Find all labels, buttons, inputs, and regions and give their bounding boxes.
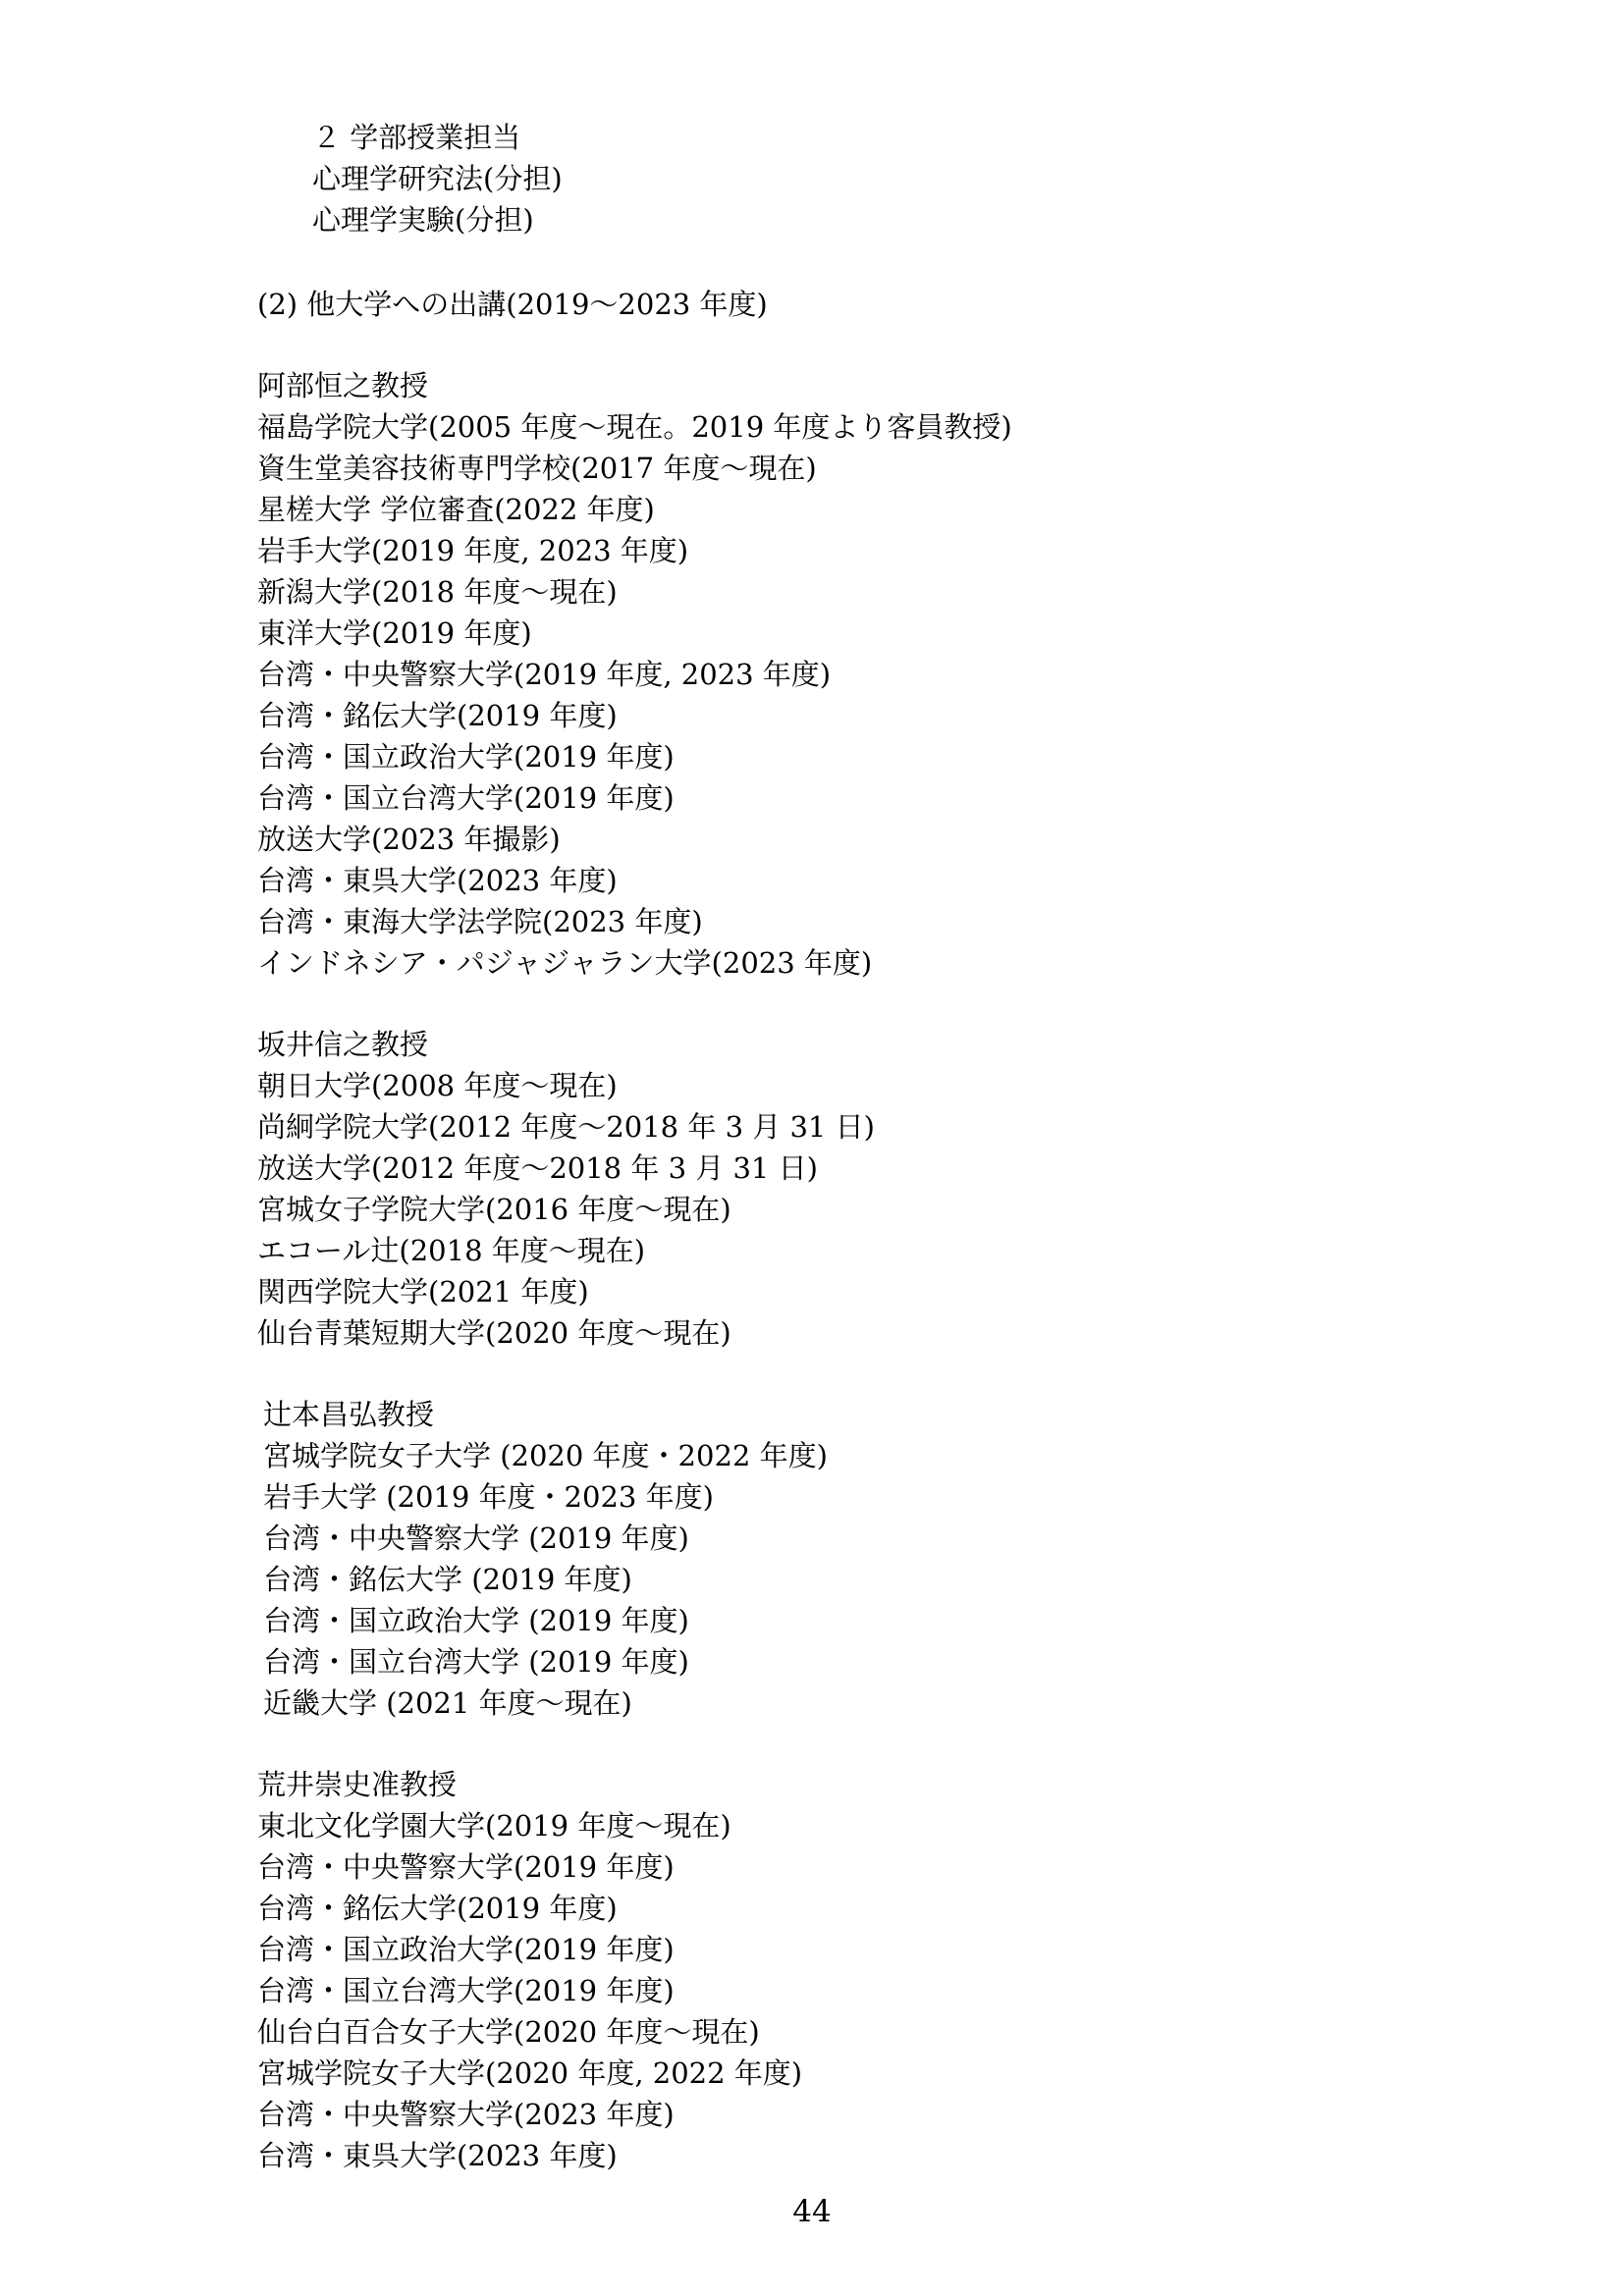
- list-item: エコール辻(2018 年度〜現在): [257, 1234, 646, 1267]
- list-item: 近畿大学 (2021 年度〜現在): [263, 1686, 632, 1720]
- list-item: 福島学院大学(2005 年度〜現在。2019 年度より客員教授): [257, 410, 1012, 444]
- list-item: 台湾・東呉大学(2023 年度): [257, 864, 618, 897]
- list-item: 台湾・国立政治大学(2019 年度): [257, 1933, 675, 1966]
- list-item: 台湾・銘伝大学(2019 年度): [257, 1892, 618, 1925]
- list-item: 台湾・銘伝大学(2019 年度): [257, 699, 618, 732]
- list-item: 台湾・東海大学法学院(2023 年度): [257, 905, 703, 938]
- list-item: 宮城学院女子大学(2020 年度, 2022 年度): [257, 2056, 803, 2090]
- list-item: 台湾・国立政治大学 (2019 年度): [263, 1604, 689, 1637]
- list-item: 岩手大学(2019 年度, 2023 年度): [257, 534, 689, 567]
- list-item: 台湾・国立台湾大学 (2019 年度): [263, 1645, 689, 1679]
- list-item: 台湾・国立台湾大学(2019 年度): [257, 781, 675, 815]
- list-item: 宮城女子学院大学(2016 年度〜現在): [257, 1193, 731, 1226]
- list-item: 岩手大学 (2019 年度・2023 年度): [263, 1480, 714, 1514]
- list-item: インドネシア・パジャジャラン大学(2023 年度): [257, 946, 873, 980]
- list-item: 台湾・中央警察大学(2023 年度): [257, 2098, 675, 2131]
- list-item: 宮城学院女子大学 (2020 年度・2022 年度): [263, 1439, 828, 1472]
- list-item: 東北文化学園大学(2019 年度〜現在): [257, 1809, 731, 1842]
- list-item: 台湾・国立政治大学(2019 年度): [257, 740, 675, 774]
- list-item: 星槎大学 学位審査(2022 年度): [257, 493, 655, 526]
- list-item: 仙台青葉短期大学(2020 年度〜現在): [257, 1316, 731, 1350]
- list-item: 台湾・中央警察大学 (2019 年度): [263, 1522, 689, 1555]
- list-item: 尚絅学院大学(2012 年度〜2018 年 3 月 31 日): [257, 1110, 875, 1144]
- course-item: 心理学実験(分担): [312, 203, 534, 237]
- list-item: 台湾・中央警察大学(2019 年度, 2023 年度): [257, 658, 832, 691]
- faculty-name: 荒井崇史准教授: [257, 1768, 458, 1801]
- list-item: 仙台白百合女子大学(2020 年度〜現在): [257, 2015, 760, 2049]
- course-heading: ２ 学部授業担当: [312, 121, 521, 154]
- list-item: 台湾・国立台湾大学(2019 年度): [257, 1974, 675, 2007]
- list-item: 台湾・東呉大学(2023 年度): [257, 2139, 618, 2172]
- list-item: 東洋大学(2019 年度): [257, 616, 532, 650]
- list-item: 資生堂美容技術専門学校(2017 年度〜現在): [257, 452, 817, 485]
- section-title: (2) 他大学への出講(2019〜2023 年度): [257, 288, 768, 321]
- page-number: 44: [792, 2194, 832, 2229]
- list-item: 新潟大学(2018 年度〜現在): [257, 575, 618, 609]
- list-item: 放送大学(2023 年撮影): [257, 823, 561, 856]
- list-item: 台湾・銘伝大学 (2019 年度): [263, 1563, 632, 1596]
- list-item: 台湾・中央警察大学(2019 年度): [257, 1850, 675, 1884]
- list-item: 朝日大学(2008 年度〜現在): [257, 1069, 618, 1102]
- list-item: 放送大学(2012 年度〜2018 年 3 月 31 日): [257, 1151, 818, 1185]
- list-item: 関西学院大学(2021 年度): [257, 1275, 589, 1308]
- faculty-name: 坂井信之教授: [257, 1028, 429, 1061]
- faculty-name: 阿部恒之教授: [257, 369, 429, 402]
- faculty-name: 辻本昌弘教授: [263, 1398, 435, 1431]
- course-item: 心理学研究法(分担): [312, 162, 563, 195]
